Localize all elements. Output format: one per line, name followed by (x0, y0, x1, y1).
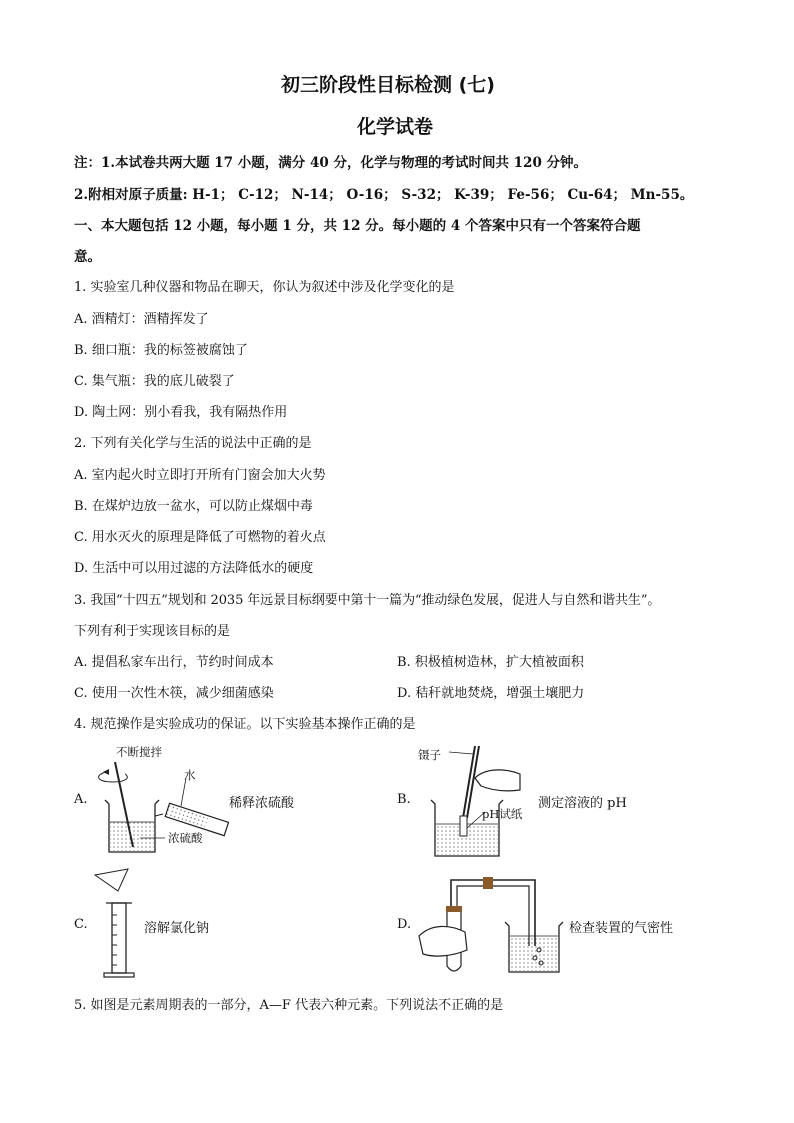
page-subtitle: 化学试卷 (357, 116, 434, 138)
question-4-option-b-letter: B. (397, 792, 411, 807)
question-3-option-c: C. 使用一次性木筷，减少细菌感染 (74, 686, 274, 701)
question-1-stem: 1. 实验室几种仪器和物品在聊天，你认为叙述中涉及化学变化的是 (74, 280, 455, 295)
question-1-option-b: B. 细口瓶：我的标签被腐蚀了 (74, 343, 248, 358)
question-3-option-b: B. 积极植树造林，扩大植被面积 (397, 655, 584, 670)
option-c-caption: 溶解氯化钠 (144, 921, 210, 936)
option-b-caption: 测定溶液的 pH (538, 796, 627, 811)
question-3-option-a: A. 提倡私家车出行，节约时间成本 (74, 655, 274, 670)
note-line-1: 注：1.本试卷共两大题 17 小题，满分 40 分，化学与物理的考试时间共 120 分钟。 (74, 155, 588, 171)
acid-label: 浓硫酸 (168, 831, 203, 845)
question-2-option-b: B. 在煤炉边放一盆水，可以防止煤烟中毒 (74, 499, 313, 514)
question-5-stem: 5. 如图是元素周期表的一部分，A—F 代表六种元素。下列说法不正确的是 (74, 998, 504, 1013)
question-2-option-c: C. 用水灭火的原理是降低了可燃物的着火点 (74, 530, 326, 545)
tweezer-label: 镊子 (418, 748, 441, 762)
option-d-caption: 检查装置的气密性 (569, 921, 674, 936)
stir-label: 不断搅拌 (116, 745, 162, 759)
option-a-caption: 稀释浓硫酸 (229, 796, 295, 811)
question-4-stem: 4. 规范操作是实验成功的保证。以下实验基本操作正确的是 (74, 717, 416, 732)
section-heading-line-2: 意。 (74, 249, 101, 265)
question-4-option-a-letter: A. (74, 792, 88, 807)
question-4-option-d-letter: D. (397, 917, 412, 932)
airtightness-figure (415, 866, 565, 981)
question-4-option-c-letter: C. (74, 917, 88, 932)
dissolve-nacl-figure (90, 865, 150, 980)
question-3-stem-line-2: 下列有利于实现该目标的是 (74, 624, 231, 639)
question-1-option-d: D. 陶土网：别小看我，我有隔热作用 (74, 405, 288, 420)
question-2-stem: 2. 下列有关化学与生活的说法中正确的是 (74, 436, 312, 451)
question-2-option-a: A. 室内起火时立即打开所有门窗会加大火势 (74, 468, 326, 483)
ph-test-figure (425, 738, 535, 863)
question-3-option-d: D. 秸秆就地焚烧，增强土壤肥力 (397, 686, 585, 701)
page-title: 初三阶段性目标检测 (七) (281, 74, 495, 96)
question-3-stem-line-1: 3. 我国“十四五”规划和 2035 年远景目标纲要中第十一篇为“推动绿色发展，促进人与自然和谐共生”。 (74, 593, 661, 608)
ph-paper-label: pH试纸 (482, 807, 523, 821)
question-2-option-d: D. 生活中可以用过滤的方法降低水的硬度 (74, 561, 314, 576)
section-heading-line-1: 一、本大题包括 12 小题，每小题 1 分，共 12 分。每小题的 4 个答案中只有一个答案符合题 (74, 218, 641, 234)
water-label: 水 (184, 768, 196, 782)
note-line-2: 2.附相对原子质量: H-1； C-12； N-14； O-16； S-32； K-39； Fe-56； Cu-64； Mn-55。 (74, 187, 694, 203)
question-1-option-a: A. 酒精灯：酒精挥发了 (74, 312, 209, 327)
question-1-option-c: C. 集气瓶：我的底儿破裂了 (74, 374, 235, 389)
